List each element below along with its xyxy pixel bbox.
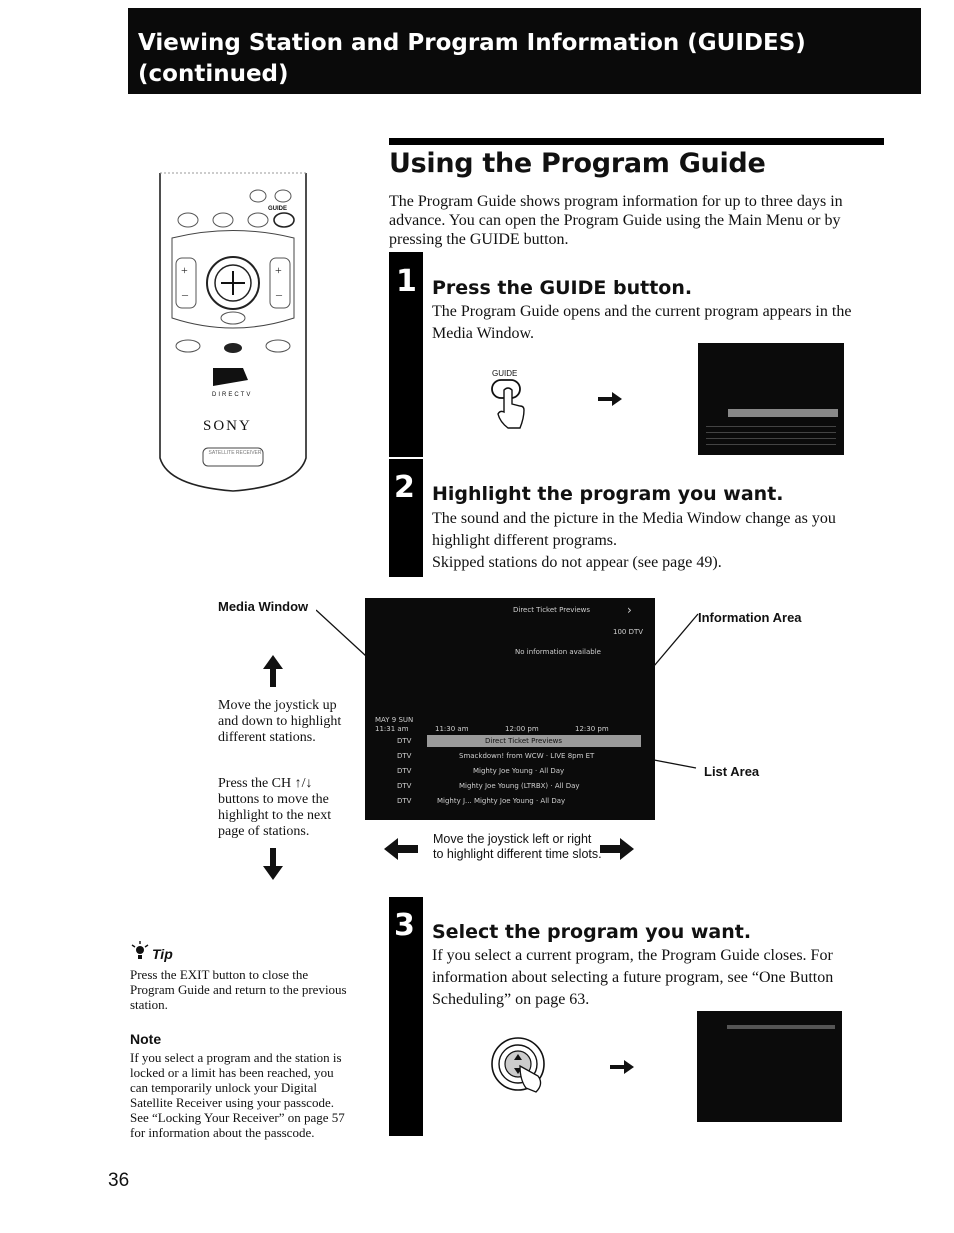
lightbulb-icon (130, 940, 150, 967)
title-rule (389, 138, 884, 145)
time-slot-3: 12:30 pm (575, 725, 609, 733)
header-line-1: Viewing Station and Program Information (GUIDES) (138, 30, 806, 56)
guide-time: 11:31 am (375, 725, 409, 733)
step-2-heading: Highlight the program you want. (432, 483, 784, 505)
list-area-leader-line (654, 758, 698, 777)
row-channel: DTV (397, 767, 412, 775)
arrow-down-icon (263, 848, 283, 885)
row-channel: DTV (397, 782, 412, 790)
joystick-leftright-note: Move the joystick left or right to highlight different time slots. (433, 832, 602, 861)
page-number: 36 (108, 1170, 130, 1191)
step-3-number: 3 (394, 908, 415, 943)
row-program: Mighty J... Mighty Joe Young · All Day (437, 797, 566, 805)
step-2-body-2: Skipped stations do not appear (see page 49). (432, 554, 722, 571)
info-channel: 100 DTV (613, 628, 644, 636)
step-1-number: 1 (396, 264, 417, 299)
program-guide-screen (365, 598, 655, 820)
guide-row[interactable] (365, 734, 655, 748)
time-slot-1: 11:30 am (435, 725, 469, 733)
joystick-updown-note: Move the joystick up and down to highlight different stations. (218, 698, 342, 745)
row-program: Smackdown! from WCW · LIVE 8pm ET (459, 752, 595, 760)
remote-brand: SONY (203, 418, 252, 434)
information-area-leader-line (652, 612, 700, 673)
arrow-left-icon (384, 838, 418, 865)
remote-drawing (158, 168, 310, 498)
arrow-right-icon (598, 390, 622, 413)
row-program: Mighty Joe Young · All Day (473, 767, 565, 775)
guide-row[interactable] (365, 764, 655, 778)
guide-button-icon (490, 376, 530, 432)
remote-directv-label: DIRECTV (212, 392, 253, 398)
joystick-press-icon (490, 1036, 550, 1101)
row-channel: DTV (397, 737, 412, 745)
information-area-label: Information Area (698, 610, 802, 625)
tip-text: Press the EXIT button to close the Program Guide and return to the previous station. (130, 967, 347, 1012)
note-label: Note (130, 1031, 162, 1047)
arrow-right-bold-icon (600, 838, 634, 865)
thumb-guide-rows (706, 421, 836, 449)
intro-paragraph: The Program Guide shows program information for up to three days in advance. You can open the Program Guide using the Main Menu or by pressing the GUIDE button. (389, 193, 843, 248)
guide-date: MAY 9 SUN (375, 716, 414, 724)
remote-guide-label: GUIDE (268, 206, 288, 212)
svg-text:+: + (275, 263, 282, 277)
guide-row[interactable] (365, 779, 655, 793)
svg-text:–: – (182, 287, 188, 301)
arrow-up-icon (263, 655, 283, 692)
step-1-body: The Program Guide opens and the current program appears in the Media Window. (432, 303, 852, 342)
header-title (138, 28, 908, 90)
ch-buttons-note: Press the CH ↑/↓ buttons to move the highlight to the next page of stations. (218, 776, 332, 839)
row-channel: DTV (397, 752, 412, 760)
media-window-thumbnail-3 (697, 1011, 842, 1122)
row-channel: DTV (397, 797, 412, 805)
remote-receiver-badge: SATELLITE RECEIVER (208, 450, 262, 456)
media-window-leader-line (316, 608, 368, 663)
guide-button-label: GUIDE (492, 369, 518, 378)
guide-row[interactable] (365, 749, 655, 763)
arrow-right-icon-step3 (610, 1058, 634, 1081)
step-2-number: 2 (394, 470, 415, 505)
info-status: No information available (515, 648, 601, 656)
svg-text:+: + (181, 263, 188, 277)
remote-illustration (158, 168, 310, 498)
row-program: Mighty Joe Young (LTRBX) · All Day (459, 782, 580, 790)
info-arrow-icon: › (627, 603, 632, 617)
row-program: Direct Ticket Previews (485, 737, 563, 745)
note-text: If you select a program and the station is locked or a limit has been reached, you can temporarily unlock your Digital Satellite Receiver using your passcode. See “Locking Your Receiver” on page 57 for information about the passcode. (130, 1050, 345, 1140)
step-3-heading: Select the program you want. (432, 921, 752, 943)
thumb-info-banner (727, 1025, 835, 1029)
step-1-heading: Press the GUIDE button. (432, 277, 693, 299)
media-window-label: Media Window (218, 599, 309, 614)
svg-text:–: – (276, 287, 282, 301)
guide-row[interactable] (365, 794, 655, 808)
info-title: Direct Ticket Previews (513, 606, 591, 614)
time-slot-2: 12:00 pm (505, 725, 539, 733)
step-2-body-1: The sound and the picture in the Media Window change as you highlight different programs. (432, 510, 836, 549)
tip-label: Tip (152, 946, 173, 962)
step-3-body: If you select a current program, the Program Guide closes. For information about selecting a future program, see “One Button Scheduling” on page 63. (432, 947, 834, 1008)
list-area-label: List Area (704, 764, 760, 779)
header-line-2: (continued) (138, 61, 289, 87)
media-window-thumbnail-1 (698, 343, 844, 455)
thumb-guide-highlight (728, 409, 838, 417)
page-title: Using the Program Guide (389, 148, 766, 179)
